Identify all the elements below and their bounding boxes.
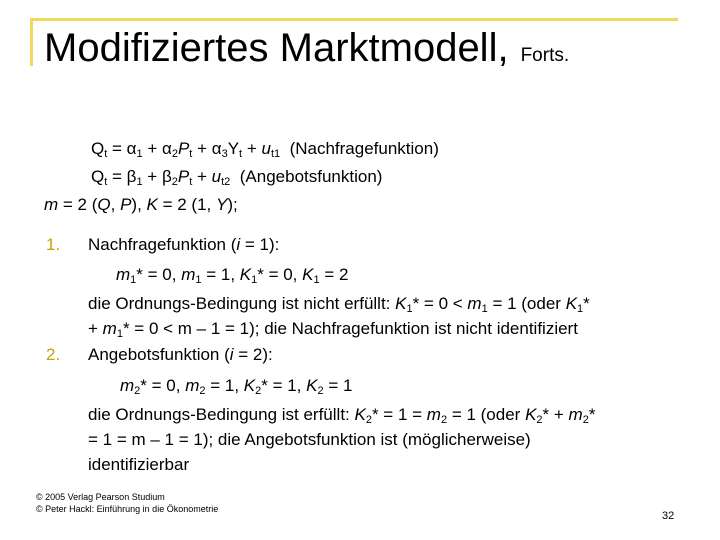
cond-text: * [588, 405, 596, 424]
val-text: * = 0, [257, 265, 303, 284]
item-2-values [120, 375, 352, 397]
heading-pre: Nachfragefunktion ( [88, 235, 237, 254]
title-suffix: Forts. [520, 45, 570, 66]
q-var: Q [91, 139, 105, 158]
sub: 1 [251, 274, 258, 286]
k-var: K [565, 294, 578, 313]
sub: 2 [317, 385, 324, 397]
sub: 2 [199, 385, 206, 397]
sub: 1 [577, 303, 584, 315]
sub: 2 [365, 414, 372, 426]
val-text: = 1 [323, 376, 353, 395]
sub-2: 2 [171, 148, 178, 160]
sub-2: 2 [171, 176, 178, 188]
dims-text: = 2 ( [58, 195, 98, 214]
sub: 2 [255, 385, 262, 397]
item-1-heading [88, 234, 279, 256]
heading-post: = 1): [240, 235, 280, 254]
cond-text: * + [542, 405, 569, 424]
supply-label: (Angebotsfunktion) [239, 167, 383, 186]
plus-sign: + [142, 139, 162, 158]
u-sub: t2 [221, 176, 231, 188]
p-var: P [120, 195, 132, 214]
dims-line [44, 194, 238, 216]
item-2-heading [88, 344, 273, 366]
beta-symbol: β [126, 167, 137, 186]
sub: 1 [116, 328, 123, 340]
m-var: m [467, 294, 482, 313]
k-var: K [239, 265, 252, 284]
val-text: = 1, [205, 376, 244, 395]
dims-sep: , [110, 195, 121, 214]
item-2-condition-line-1 [88, 404, 595, 426]
val-text: * = 0, [140, 376, 186, 395]
slide-title [44, 22, 569, 82]
i-var: i [236, 235, 241, 254]
plus-sign: + [192, 167, 212, 186]
k-var: K [146, 195, 158, 214]
sub: 2 [582, 414, 589, 426]
t-sub: t [104, 148, 108, 160]
item-2-number: 2. [46, 345, 61, 364]
q-var: Q [91, 167, 105, 186]
val-text: * = 0, [136, 265, 182, 284]
u-var: u [211, 167, 222, 186]
val-text: * = 1, [261, 376, 307, 395]
i-var: i [229, 345, 234, 364]
title-rule [30, 18, 678, 21]
sub-3: 3 [221, 148, 228, 160]
item-1-number: 1. [46, 235, 61, 254]
m-var: m [102, 319, 117, 338]
y-var: Y [216, 195, 228, 214]
page-number: 32 [662, 510, 675, 522]
plus-sign: + [192, 139, 212, 158]
plus-sign: + [242, 139, 262, 158]
eq-sign: = [107, 167, 127, 186]
t-sub: t [189, 148, 193, 160]
m-var: m [185, 376, 200, 395]
val-text: = 1, [201, 265, 240, 284]
k-var: K [243, 376, 256, 395]
sub-1: 1 [136, 176, 143, 188]
u-var: u [261, 139, 271, 158]
cond-text: * = 1 = [371, 405, 427, 424]
sub: 1 [130, 274, 137, 286]
cond-text: die Ordnungs-Bedingung ist nicht erfüllt: [88, 294, 396, 313]
cond-text: * = 0 < [412, 294, 468, 313]
sub: 2 [440, 414, 448, 426]
val-text: = 2 [319, 265, 349, 284]
dims-end: ); [227, 195, 238, 214]
supply-equation [91, 166, 382, 188]
alpha-symbol: α [211, 139, 222, 158]
m-var: m [426, 405, 441, 424]
heading-pre: Angebotsfunktion ( [88, 345, 230, 364]
sub: 1 [313, 274, 320, 286]
footer-copyright-1: © 2005 Verlag Pearson Studium [36, 492, 165, 502]
y-var: Y [227, 139, 240, 158]
t-sub: t [189, 176, 193, 188]
sub: 1 [481, 303, 488, 315]
q-var: Q [97, 195, 111, 214]
heading-post: = 2): [233, 345, 273, 364]
dims-mid: ), [131, 195, 147, 214]
k-var: K [354, 405, 366, 424]
item-1-values [116, 264, 348, 286]
sub-1: 1 [136, 148, 143, 160]
cond-text: die Ordnungs-Bedingung ist erfüllt: [88, 405, 355, 424]
p-var: P [177, 167, 190, 186]
sub: 2 [536, 414, 543, 426]
dims-k-text: = 2 (1, [157, 195, 216, 214]
m-var: m [181, 265, 196, 284]
t-sub: t [239, 148, 243, 160]
demand-label: (Nachfragefunktion) [289, 139, 439, 158]
item-2-condition-line-2: = 1 = m – 1 = 1); die Angebotsfunktion ist (möglicherweise) [88, 430, 531, 449]
sub: 1 [406, 303, 413, 315]
title-post [30, 18, 33, 66]
item-2-condition-line-3: identifizierbar [88, 455, 190, 474]
u-sub: t1 [270, 148, 281, 160]
p-var: P [177, 139, 190, 158]
footer-copyright-2: © Peter Hackl: Einführung in die Ökonometrie [36, 504, 219, 514]
m-var: m [116, 265, 131, 284]
m-var: m [568, 405, 583, 424]
item-1-condition-line-2 [88, 318, 578, 340]
k-var: K [306, 376, 318, 395]
title-text: Modifiziertes Marktmodell, [44, 26, 509, 70]
cond-text: = 1 (oder [447, 405, 526, 424]
cond-text: = 1 (oder [487, 294, 566, 313]
m-var: m [44, 195, 59, 214]
m-var: m [120, 376, 135, 395]
sub: 2 [134, 385, 141, 397]
cond-text: + [88, 319, 103, 338]
item-1-condition-line-1 [88, 293, 590, 315]
alpha-symbol: α [126, 139, 137, 158]
beta-symbol: β [161, 167, 172, 186]
k-var: K [395, 294, 407, 313]
k-var: K [525, 405, 537, 424]
alpha-symbol: α [162, 139, 172, 158]
cond-text: * [583, 294, 590, 313]
sub: 1 [195, 274, 202, 286]
eq-sign: = [107, 139, 127, 158]
plus-sign: + [142, 167, 162, 186]
t-sub: t [104, 176, 108, 188]
demand-equation [91, 138, 439, 160]
k-var: K [302, 265, 314, 284]
cond-text: * = 0 < m – 1 = 1); die Nachfragefunktion ist nicht identifiziert [122, 319, 578, 338]
